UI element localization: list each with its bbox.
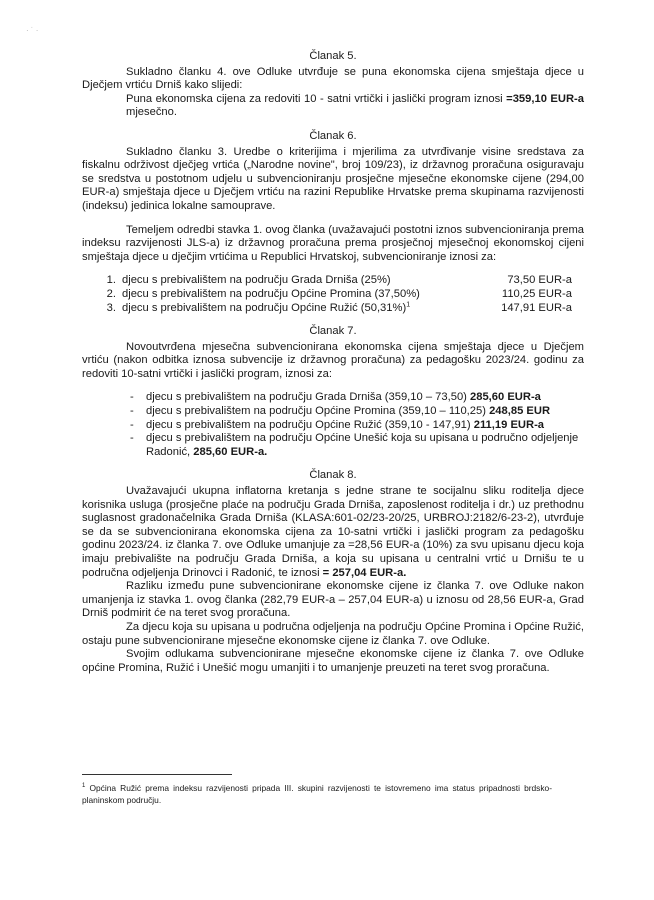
article-6-paragraph-2: Temeljem odredbi stavka 1. ovog članka (uvažavajući postotni iznos subvencioniranja prema indeksu razvijenosti JLS-a) iz državnog proračuna prema prosječnoj mjesečnoj ekonomskoj cijeni smještaja djece u dječjim vrtićima u Republici Hrvatskoj, subvencioniranje iznosi za: <box>82 223 584 263</box>
article-8-paragraph-1: Uvažavajući ukupna inflatorna kretanja s jedne strane te socijalnu sliku roditelja djece korisnika usluga (prosječne plaće na području Grada Drniša, zaposlenost roditelja i dr.) uz prethodnu suglasnost gradonačelnika Grada Drniša (KLASA:601-02/23-20/25, URBROJ:2182/6-23-2), utvrđuje se da se subvencionirana ekonomska cijena za 10-satni vrtički i jaslički program za pedagošku godinu 2023/24. iz članka 7. ove Odluke umanjuje za =28,56 EUR-a (10%) za svu upisanu djecu koja imaju prebivalište na području Grada Drniša, a koja su upisana u centralni vrtić u Drnišu te u područna odjeljenja Drinovci i Radonić, te iznosi = 257,04 EUR-a. <box>82 485 584 579</box>
article-8-paragraph-3: Za djecu koja su upisana u područna odjeljenja na području Općine Promina i Općine Ružić, ostaju pune subvencionirane mjesečne ekonomske cijene iz članka 7. ove Odluke. <box>82 620 584 647</box>
price-item: - djecu s prebivalištem na području Općine Ružić (359,10 - 147,91) 211,19 EUR-a <box>130 418 545 431</box>
footnote: $^1$ Općina Ružić prema indeksu razvijenosti pripada III. skupini razvijenosti te istovremeno ima status pripadnosti brdsko-planinskom području. <box>82 783 552 805</box>
article-6-heading: Članak 6. <box>309 129 357 142</box>
price-item: - djecu s prebivalištem na području Općine Unešić koja su upisana u područno odjeljenje Radonić, 285,60 EUR-a. <box>130 432 579 458</box>
footnote-divider <box>82 774 232 775</box>
full-price-value: =359,10 EUR-a <box>506 92 585 105</box>
price-item: - djecu s prebivalištem na području Općine Promina (359,10 – 110,25) 248,85 EUR <box>130 405 551 418</box>
price-list <box>82 391 584 459</box>
article-5-paragraph-2: Puna ekonomska cijena za redoviti 10 - satni vrtički i jaslički program iznosi =359,10 EUR-a mjesečno. <box>126 92 585 119</box>
subsidy-amount: 73,50 EUR-a <box>507 274 572 287</box>
article-6-paragraph-1: Sukladno članku 3. Uredbe o kriterijima i mjerilima za utvrđivanje visine sredstava za fiskalnu održivost dječjeg vrtića („Narodne novine", broj 109/23), iz državnog proračuna osiguravaju se sredstva u postotnom udjelu u subvencioniranju prosječne mjesečne ekonomske cijene (294,00 EUR-a) smještaja djece u Dječjem vrtiću na razini Republike Hrvatske prema skupinama razvijenosti (indeksu) jedinica lokalne samouprave. <box>82 145 584 212</box>
article-7-paragraph-1: Novoutvrđena mjesečna subvencionirana ekonomska cijena smještaja djece u Dječjem vrtiću (nakon odbitka iznosa subvencije iz državnog proračuna) za pedagošku 2023/24. godinu za redoviti 10-satni vrtički i jaslički program, iznosi za: <box>82 340 584 380</box>
article-5 <box>82 50 584 120</box>
article-8 <box>82 469 584 675</box>
reduced-price-value: = 257,04 EUR-a. <box>322 566 407 579</box>
article-5-heading: Članak 5. <box>309 50 357 62</box>
subsidy-item: 2. djecu s prebivalištem na području Općine Promina (37,50%) 110,25 EUR-a <box>82 288 584 302</box>
subsidy-list <box>82 274 584 315</box>
article-6 <box>82 130 584 315</box>
price-item: - djecu s prebivalištem na području Grada Drniša (359,10 – 73,50) 285,60 EUR-a <box>130 391 541 404</box>
article-8-paragraph-2: Razliku između pune subvencionirane ekonomske cijene iz članka 7. ove Odluke nakon umanjenja iz stavka 1. ovog članka (282,79 EUR-a – 257,04 EUR-a) u iznosu od 28,56 EUR-a, Grad Drniš podmirit će na teret svog proračuna. <box>82 580 584 620</box>
subsidy-amount: 147,91 EUR-a <box>501 301 572 314</box>
article-5-paragraph-1: Sukladno članku 4. ove Odluke utvrđuje se puna ekonomska cijena smještaja djece u Dječjem vrtiću Drniš kako slijedi: <box>82 65 584 92</box>
document-body <box>82 50 584 675</box>
article-8-heading: Članak 8. <box>309 469 357 482</box>
subsidy-item: 1. djecu s prebivalištem na području Grada Drniša (25%) 73,50 EUR-a <box>82 274 584 288</box>
article-8-paragraph-4: Svojim odlukama subvencionirane mjesečne ekonomske cijene iz članka 7. ove Odluke općine Promina, Ružić i Unešić mogu umanjiti i to umanjenje preuzeti na teret svog proračuna. <box>82 648 584 674</box>
footnote-mark: 1 <box>82 783 86 790</box>
article-7-heading: Članak 7. <box>309 325 357 338</box>
article-7 <box>82 325 584 459</box>
subsidy-amount: 110,25 EUR-a <box>501 287 572 300</box>
subsidy-item: 3. djecu s prebivalištem na području Općine Ružić $(50,31\%)^1$ 147,91 EUR-a <box>82 302 584 316</box>
footnote-reference: 1 <box>406 300 411 308</box>
scan-specks: · ˙ · <box>26 26 39 35</box>
